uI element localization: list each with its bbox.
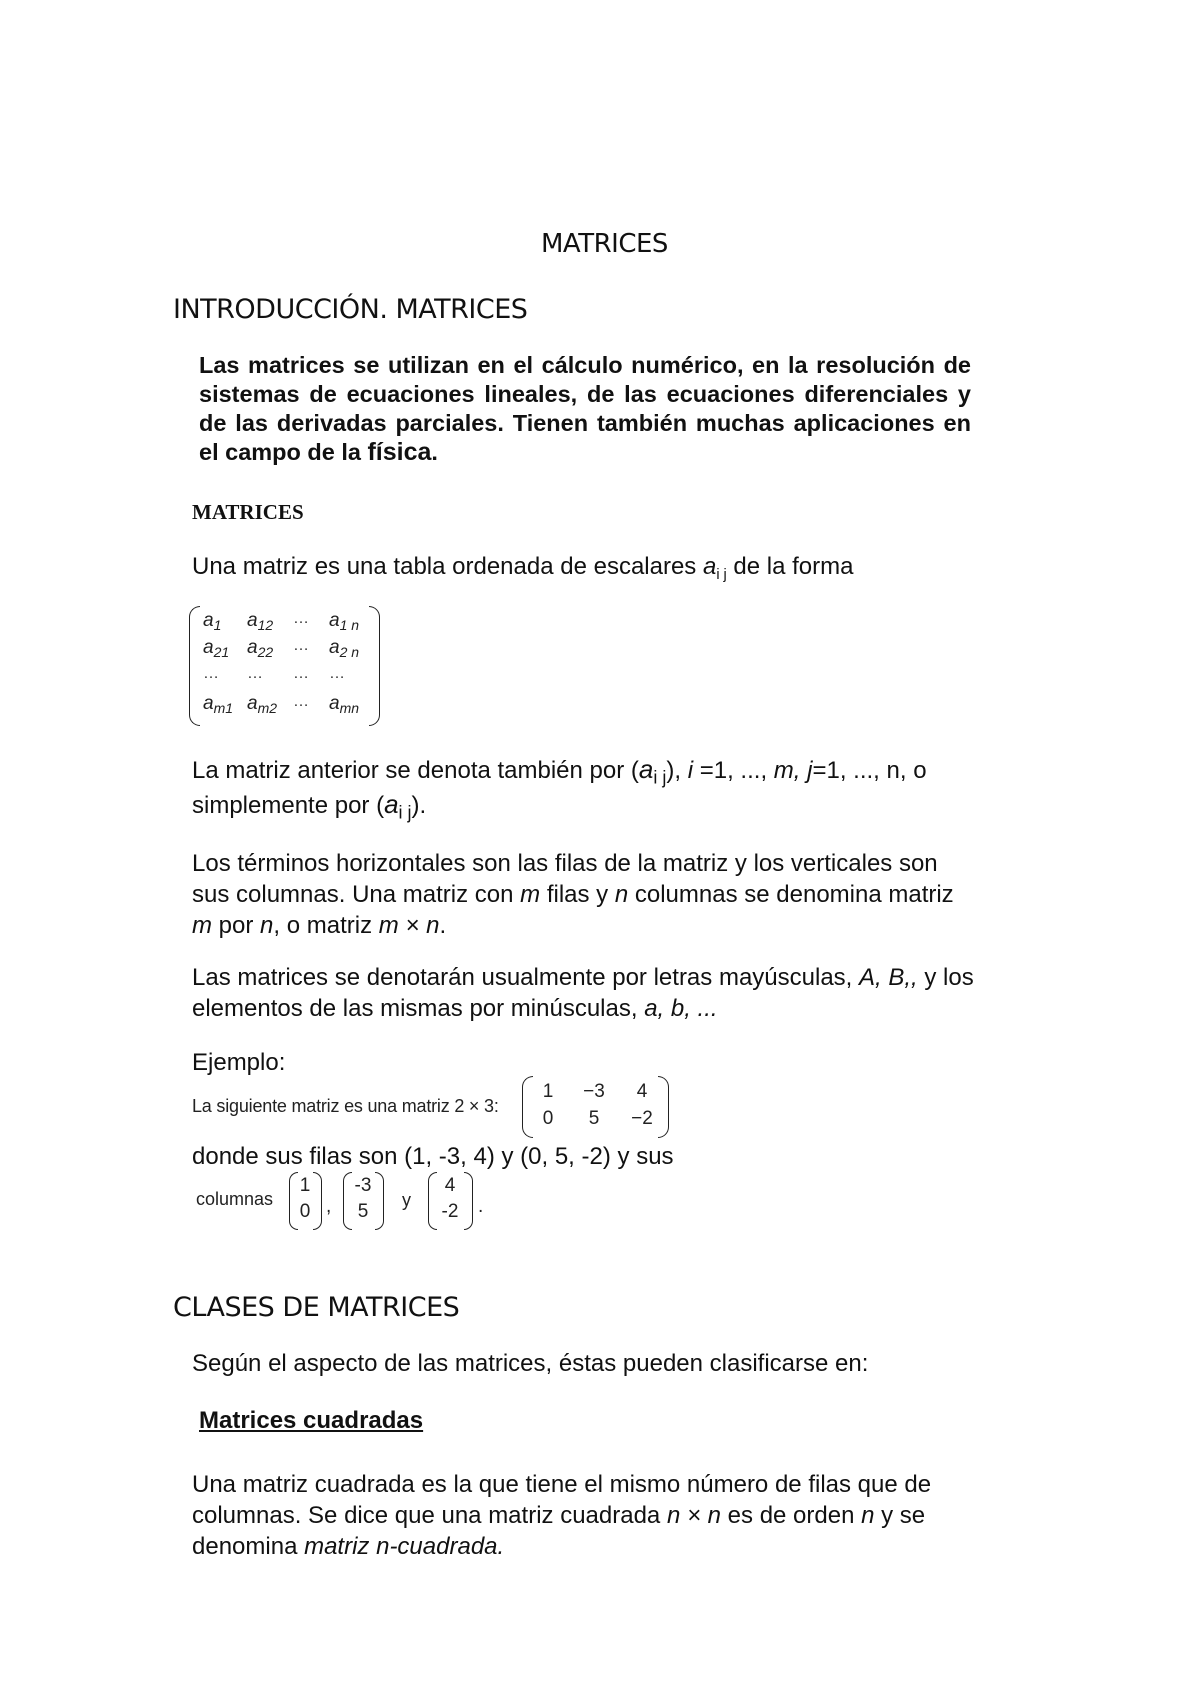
notation-j: j: [807, 757, 813, 784]
cuad-2a: columnas. Se dice que una matriz cuadrada: [192, 1502, 661, 1529]
col3-entry-2: -2: [441, 1201, 459, 1222]
example-text: La siguiente matriz es una matriz 2 × 3:: [192, 1096, 499, 1116]
column-vector-3: [428, 1172, 472, 1228]
definition-text: Una matriz es una tabla ordenada de escalares: [192, 553, 697, 580]
example-matrix: [522, 1076, 668, 1136]
left-paren: [189, 606, 200, 726]
notation-var: a: [638, 754, 654, 784]
rows-text: donde sus filas son (1, -3, 4) y (0, 5, -2) y sus: [192, 1143, 674, 1170]
rows-cols-line-1: Los términos horizontales son las filas de la matriz y los verticales son: [192, 850, 938, 877]
clases-intro: Según el aspecto de las matrices, éstas pueden clasificarse en:: [192, 1350, 869, 1377]
example-matrix-entry: 5: [588, 1108, 600, 1129]
cuad-2b: es de orden: [727, 1502, 855, 1529]
rc2-b: filas y: [546, 881, 609, 908]
cuadradas-line-3: [192, 1531, 1022, 1562]
matrix-entry: $a_{2 n}$: [329, 637, 360, 660]
matrix-entry: $a_{m2}$: [247, 693, 278, 716]
cuad-2c: y se: [881, 1502, 926, 1529]
matrix-entry: $a_{21}$: [203, 637, 230, 660]
rows-cols-line-3: [192, 910, 1012, 941]
matrix-entry: $a_1$: [203, 610, 222, 633]
letters-2-it: a, b, ...: [644, 995, 718, 1022]
notation2-var: a: [384, 789, 399, 819]
definition-line: [192, 551, 853, 591]
matrix-entry: $a_{12}$: [247, 610, 274, 633]
notation-line-1: [192, 754, 927, 793]
matrix-entry: …: [247, 665, 264, 682]
notation-text-d: =1, ..., n, o: [812, 757, 927, 784]
matrix-entry: …: [203, 665, 220, 682]
column-vector-2: [343, 1172, 383, 1228]
subheading-matrices-cuadradas: Matrices cuadradas: [199, 1407, 424, 1434]
notation-m: m,: [773, 757, 801, 784]
definition-sub: i j: [716, 567, 727, 584]
cuad-3a: denomina: [192, 1533, 298, 1560]
example-matrix-entry: 4: [636, 1081, 648, 1102]
notation-text-b: ),: [666, 757, 682, 784]
rc3-c: .: [439, 912, 447, 939]
comma: ,: [326, 1196, 332, 1217]
rc3-a: por: [218, 912, 254, 939]
matrix-entry: …: [293, 665, 310, 682]
final-dot: .: [478, 1196, 484, 1217]
letters-2a: elementos de las mismas por minúsculas,: [192, 995, 638, 1022]
col1-entry-2: 0: [299, 1201, 311, 1222]
example-matrix-entry: −2: [631, 1108, 653, 1129]
letters-1a: Las matrices se denotarán usualmente por letras mayúsculas,: [192, 964, 853, 991]
letters-paragraph: [192, 962, 1022, 1024]
rc3-mxn: m × n: [378, 912, 440, 939]
section-heading-clases: CLASES DE MATRICES: [173, 1292, 460, 1323]
section-heading-introduccion: INTRODUCCIÓN. MATRICES: [173, 294, 528, 325]
notation-sub: i j: [653, 767, 667, 788]
intro-period: .: [431, 439, 438, 465]
example-matrix-entry: −3: [583, 1081, 605, 1102]
intro-paragraph: [199, 351, 971, 467]
rows-columns-paragraph: [192, 848, 1012, 941]
matrix-entry: $a_{1 n}$: [329, 610, 360, 633]
intro-text: Las matrices se utilizan en el cálculo numérico, en la resolución de sistemas de ecuaciones lineales, de las ecuaciones diferenciales y de las derivadas parciales. Tienen también muchas aplicaciones en el campo de la: [199, 352, 971, 465]
example-matrix-entry: 0: [542, 1108, 554, 1129]
letters-1b: y los: [924, 964, 974, 991]
rc3-n: n: [260, 912, 274, 939]
matrix-entry: $a_{22}$: [247, 637, 274, 660]
cuadradas-line-1: Una matriz cuadrada es la que tiene el mismo número de filas que de: [192, 1471, 932, 1498]
column-vector-1: [289, 1172, 321, 1228]
notation-i: i: [687, 757, 694, 784]
notation2-sub: i j: [398, 802, 412, 823]
matrix-entry: …: [293, 637, 310, 654]
col2-entry-1: -3: [354, 1175, 372, 1196]
rc2-m: m: [520, 881, 541, 908]
cuadradas-paragraph: [192, 1469, 1022, 1562]
rc3-m: m: [192, 912, 212, 939]
rc2-a: sus columnas. Una matriz con: [192, 881, 514, 908]
cuad-2-nxn: n × n: [666, 1502, 721, 1529]
notation2-text-a: simplemente por (: [192, 792, 385, 819]
page-title: MATRICES: [541, 229, 668, 259]
notation-line-2: [192, 789, 426, 828]
col2-entry-2: 5: [357, 1201, 369, 1222]
definition-var: a: [702, 553, 717, 580]
example-matrix-entry: 1: [542, 1081, 554, 1102]
columns-label: columnas: [196, 1189, 274, 1209]
matrix-entry: …: [293, 610, 310, 627]
letters-line-2: [192, 993, 1022, 1024]
matrix-entry: …: [293, 693, 310, 710]
rc3-b: , o matriz: [273, 912, 373, 939]
notation2-text-b: ).: [411, 792, 427, 819]
definition-end: de la forma: [733, 553, 854, 580]
conjunction-y: y: [402, 1190, 411, 1210]
rows-cols-line-2: [192, 879, 1012, 910]
letters-1-it: A, B,,: [859, 964, 918, 991]
subheading-matrices: MATRICES: [192, 500, 304, 524]
cuadradas-line-2: [192, 1500, 1022, 1531]
example-label: Ejemplo:: [192, 1049, 286, 1076]
matrix-entry: $a_{m1}$: [203, 693, 234, 716]
intro-fisica: física: [367, 438, 432, 466]
general-matrix: [189, 606, 381, 724]
col1-entry-1: 1: [299, 1175, 311, 1196]
matrix-entry: …: [329, 665, 346, 682]
col3-entry-1: 4: [444, 1175, 456, 1196]
notation-text-c: =1, ...,: [699, 757, 768, 784]
rc2-c: columnas se denomina matriz: [634, 881, 954, 908]
right-paren: [369, 606, 380, 726]
cuad-2-n: n: [861, 1502, 875, 1529]
matrix-entry: $a_{mn}$: [329, 693, 360, 716]
notation-text-a: La matriz anterior se denota también por (: [192, 757, 639, 784]
cuad-3-it: matriz n-cuadrada.: [304, 1533, 505, 1560]
rc2-n: n: [614, 881, 629, 908]
letters-line-1: [192, 962, 1022, 993]
